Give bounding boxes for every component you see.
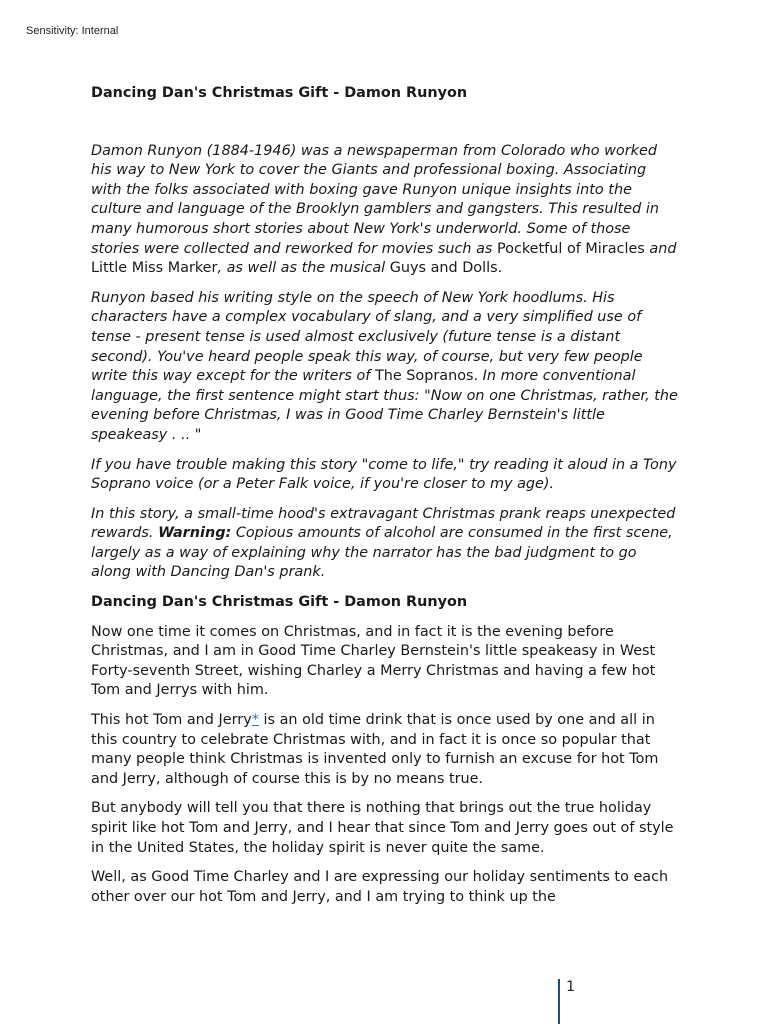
intro-p1-text-a: Damon Runyon (1884-1946) was a newspaperman from Colorado who worked his way to New York to cover the Giants and professional boxing. Associating with the folks associated with boxing gave Runyon unique insights into the culture and language of the Brooklyn gamblers and gangsters. This resulted in many humorous short stories about New York's underworld. Some of those stories were collected and reworked for movies such as	[91, 142, 659, 257]
film-title-pocketful: Pocketful of Miracles	[496, 240, 645, 257]
intro-p4-text-a: In this story, a small-time hood's extravagant Christmas prank reaps unexpected rewards.	[91, 505, 676, 542]
film-title-little-miss-marker: Little Miss Marker	[91, 260, 218, 277]
intro-paragraph-1	[91, 142, 681, 279]
intro-p4-text-b: Copious amounts of alcohol are consumed in the first scene, largely as a way of explaining why the narrator has the bad judgment to go along with Dancing Dan's prank.	[91, 525, 673, 581]
story-paragraph-3: But anybody will tell you that there is nothing that brings out the true holiday spirit like hot Tom and Jerry, and I hear that since Tom and Jerry goes out of style in the United States, the holiday spirit is never quite the same.	[91, 800, 674, 856]
story-paragraph-4: Well, as Good Time Charley and I are expressing our holiday sentiments to each other over our hot Tom and Jerry, and I am trying to think up the	[91, 869, 669, 905]
intro-p2-text-a: Runyon based his writing style on the speech of New York hoodlums. His characters have a complex vocabulary of slang, and a very simplified use of tense - present tense is used almost exclusively (future tense is a distant second). You've heard people speak this way, of course, but very few people write this way except for the writers of	[91, 289, 643, 385]
intro-p1-text-c: , as well as the musical	[217, 260, 386, 277]
show-title-sopranos: The Sopranos.	[374, 368, 479, 385]
footnote-link[interactable]: *	[251, 712, 259, 729]
page-number-rule	[558, 979, 560, 1024]
story-title: Dancing Dan's Christmas Gift - Damon Runyon	[91, 594, 468, 611]
warning-label: Warning:	[158, 525, 232, 542]
intro-p2-text-b: In more conventional language, the first sentence might start thus: "Now on one Christmas, rather, the evening before Christmas, I was in Good Time Charley Bernstein's little speakeasy . .. "	[91, 368, 678, 443]
sensitivity-label: Sensitivity: Internal	[26, 25, 119, 37]
story-paragraph-2	[91, 711, 681, 789]
intro-paragraph-4	[91, 505, 681, 583]
intro-paragraph-3: If you have trouble making this story "come to life," try reading it aloud in a Tony Soprano voice (or a Peter Falk voice, if you're closer to my age).	[91, 456, 677, 493]
intro-paragraph-2	[91, 289, 681, 446]
story-p2-text-b: is an old time drink that is once used by one and all in this country to celebrate Christmas with, and in fact it is once so popular that many people think Christmas is invented only to furnish an excuse for hot Tom and Jerry, although of course this is by no means true.	[91, 712, 659, 787]
page-number: 1	[566, 979, 576, 995]
intro-p1-text-b: and	[649, 240, 677, 257]
story-p2-text-a: This hot Tom and Jerry	[91, 712, 252, 729]
document-title: Dancing Dan's Christmas Gift - Damon Runyon	[91, 85, 468, 101]
document-body	[91, 84, 681, 917]
musical-title-guys-and-dolls: Guys and Dolls.	[389, 260, 503, 277]
story-paragraph-1: Now one time it comes on Christmas, and in fact it is the evening before Christmas, and I am in Good Time Charley Bernstein's little speakeasy in West Forty-seventh Street, wishing Charley a Merry Christmas and having a few hot Tom and Jerrys with him.	[91, 623, 656, 699]
